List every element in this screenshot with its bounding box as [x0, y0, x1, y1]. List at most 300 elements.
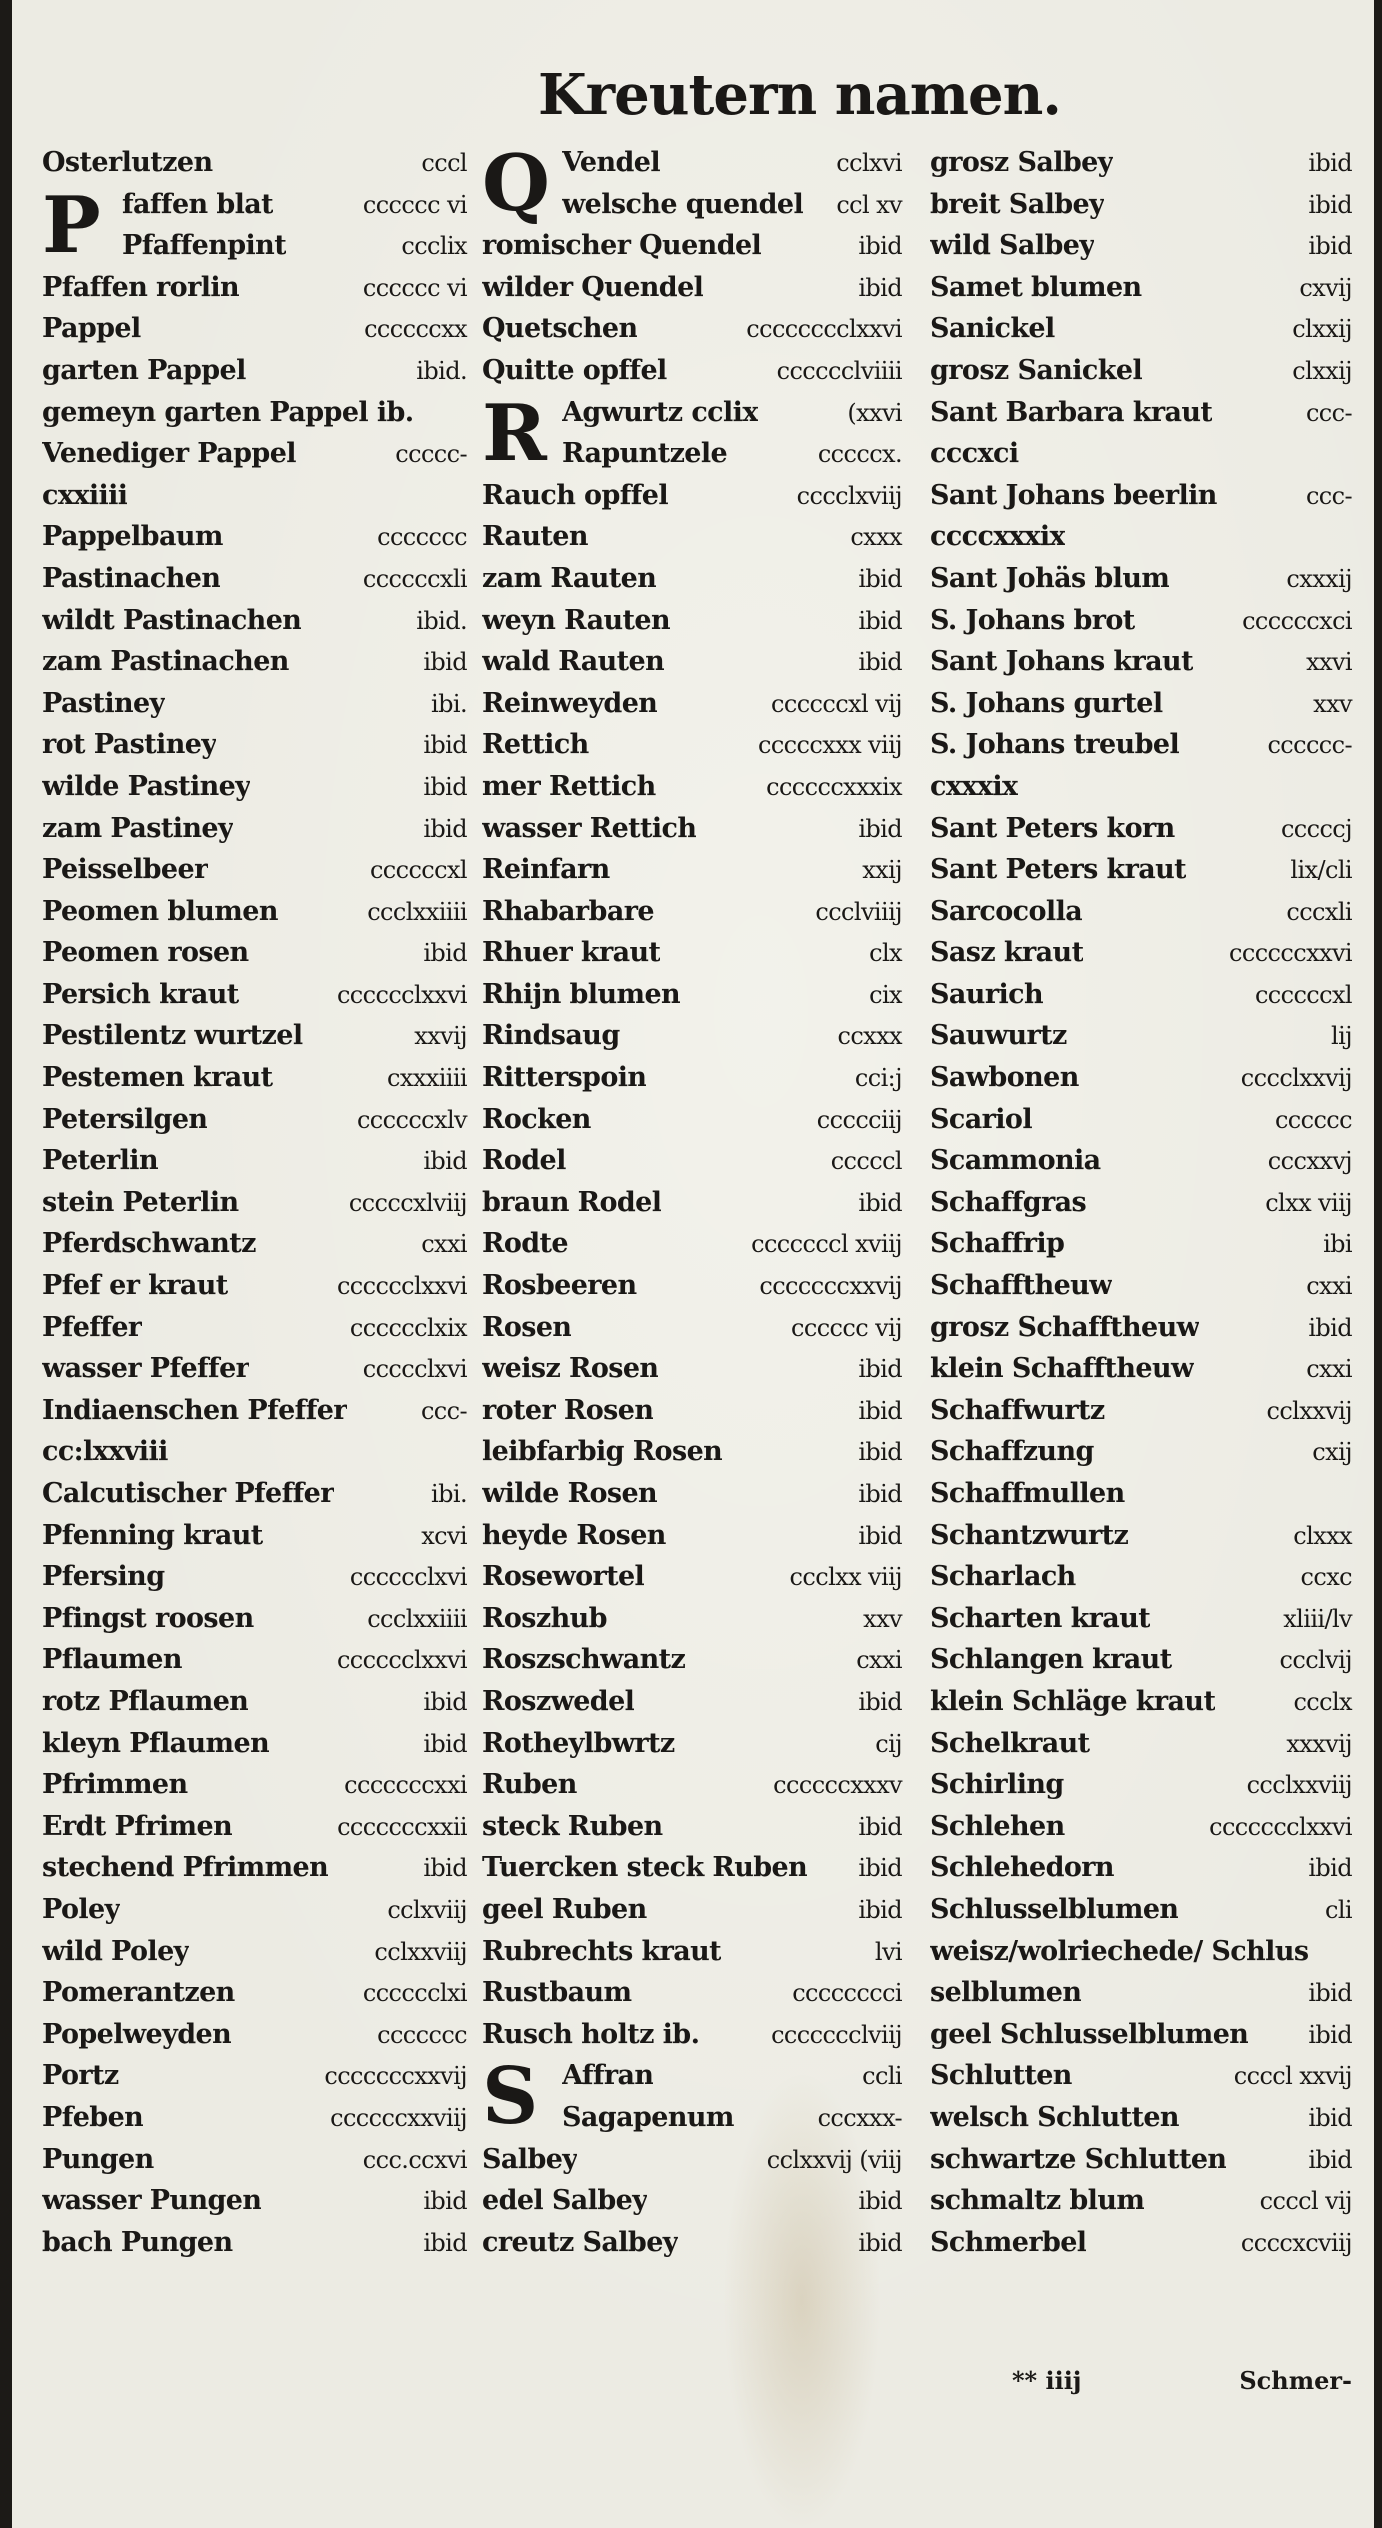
drop-cap: S: [482, 2051, 539, 2143]
entry-term: Tuercken steck Ruben: [482, 1852, 808, 1884]
index-entry: [930, 267, 1352, 309]
entry-folio: cccccccci: [792, 1979, 902, 2008]
entry-folio: ccxc: [1300, 1563, 1352, 1592]
index-entry: [42, 1265, 467, 1307]
entry-term: Rhuer kraut: [482, 937, 661, 969]
index-entry: [930, 2139, 1352, 2181]
index-entry: [42, 724, 467, 766]
entry-folio: cccccclxxvi: [336, 1646, 467, 1675]
index-entry: [122, 184, 467, 226]
entry-term: Schlehen: [930, 1810, 1065, 1842]
index-entry: [42, 433, 467, 475]
entry-term: Schaffmullen: [930, 1478, 1125, 1509]
entry-folio: ibid: [858, 1895, 902, 1924]
entry-folio: cccccccl xviij: [751, 1230, 902, 1259]
entry-term: edel Salbey: [482, 2185, 648, 2217]
entry-term: Schlutten: [930, 2060, 1072, 2092]
entry-term: Rodel: [482, 1145, 566, 1177]
initial-group: [482, 2051, 902, 2143]
entry-term: Scharten kraut: [930, 1602, 1151, 1634]
entry-folio: ccccccxlv: [356, 1105, 467, 1134]
index-entry: [42, 2097, 467, 2139]
index-entry: [42, 1307, 467, 1349]
entry-term: faffen blat: [122, 188, 274, 220]
entry-folio: cccccc vi: [362, 190, 467, 219]
index-entry: [482, 1223, 902, 1265]
entry-term: Rhabarbare: [482, 895, 654, 927]
entry-folio: cccccclxi: [362, 1979, 467, 2008]
entry-term: wilder Quendel: [482, 271, 704, 303]
index-entry: [42, 142, 467, 184]
entry-folio: ccccccc: [377, 2020, 467, 2049]
entry-term: Rosewortel: [482, 1561, 645, 1593]
entry-folio: ibid: [858, 648, 902, 677]
entry-folio: cccccclxix: [349, 1313, 467, 1342]
index-entry: [42, 2055, 467, 2097]
entry-term: Samet blumen: [930, 271, 1142, 303]
entry-folio: ibid: [858, 1687, 902, 1716]
entry-term: Pestemen kraut: [42, 1062, 273, 1094]
entry-term: Pfenning kraut: [42, 1519, 263, 1551]
entry-folio: ibid: [858, 814, 902, 843]
entry-term: S. Johans gurtel: [930, 687, 1163, 719]
entry-folio: cij: [875, 1729, 902, 1758]
entry-folio: cccccc-: [1267, 731, 1352, 760]
entry-term: schmaltz blum: [930, 2185, 1145, 2217]
entry-folio: cccccx.: [817, 440, 902, 469]
index-entry: [562, 392, 902, 434]
index-entry: [482, 308, 902, 350]
index-entry: [42, 641, 467, 683]
index-entry: [482, 516, 902, 558]
entry-term: Roszhub: [482, 1602, 607, 1634]
index-entry: [482, 891, 902, 933]
index-entry: [42, 2180, 467, 2222]
index-entry: [930, 308, 1352, 350]
drop-cap: P: [42, 179, 101, 271]
entry-term: wilde Rosen: [482, 1478, 658, 1509]
entry-folio: ibid.: [416, 606, 467, 635]
entry-folio: ibid: [423, 1729, 467, 1758]
entry-term: Quitte opffel: [482, 354, 667, 386]
index-entry: [930, 1681, 1352, 1723]
entry-term: Schmerbel: [930, 2226, 1087, 2258]
entry-term: mer Rettich: [482, 770, 656, 802]
entry-folio: ibid: [858, 1812, 902, 1841]
entry-term: wild Poley: [42, 1935, 189, 1967]
entry-term: Saurich: [930, 978, 1043, 1010]
index-entry: [930, 1307, 1352, 1349]
entry-folio: ibid: [423, 939, 467, 968]
entry-term: Sawbonen: [930, 1062, 1079, 1094]
index-entry: [482, 1847, 902, 1889]
entry-term: cxxxix: [930, 770, 1018, 802]
entry-folio: cclxxviij: [374, 1937, 467, 1966]
entry-folio: ibid: [858, 273, 902, 302]
entry-folio: cccccccxxvij: [759, 1272, 902, 1301]
entry-folio: ibid: [423, 648, 467, 677]
entry-term: welsche quendel: [562, 188, 804, 220]
entry-folio: ibid: [858, 232, 902, 261]
entry-folio: cccxxvj: [1267, 1147, 1352, 1176]
index-entry: [930, 2014, 1352, 2056]
entry-folio: ibid: [858, 606, 902, 635]
entry-term: selblumen: [930, 1977, 1082, 2009]
entry-term: Rapuntzele: [562, 438, 728, 470]
entry-folio: (xxvi: [847, 398, 902, 427]
entry-folio: cccclxviij: [796, 481, 902, 510]
entry-folio: ibi.: [431, 689, 467, 718]
entry-term: Pfaffen rorlin: [42, 271, 240, 303]
index-entry: [930, 1473, 1352, 1515]
entry-folio: cccccclxvi: [349, 1563, 467, 1592]
entry-folio: ccc-: [420, 1396, 467, 1425]
entry-folio: ibid: [858, 1438, 902, 1467]
index-entry: [482, 808, 902, 850]
entry-term: Rubrechts kraut: [482, 1935, 722, 1967]
entry-folio: cxxi: [421, 1230, 467, 1259]
entry-folio: ccccxcviij: [1240, 2228, 1352, 2257]
index-column-3: [930, 142, 1352, 2263]
entry-folio: xxvi: [1306, 648, 1352, 677]
entry-term: Scharlach: [930, 1561, 1076, 1593]
entry-folio: ibid: [423, 731, 467, 760]
index-entry: [482, 2180, 902, 2222]
entry-term: geel Schlusselblumen: [930, 2018, 1249, 2050]
entry-term: stein Peterlin: [42, 1186, 239, 1218]
index-entry: [42, 1015, 467, 1057]
entry-term: rot Pastiney: [42, 729, 217, 761]
index-entry: [42, 1847, 467, 1889]
entry-term: Peterlin: [42, 1145, 158, 1177]
entry-term: Reinfarn: [482, 854, 610, 886]
index-entry: [42, 932, 467, 974]
index-entry: [930, 849, 1352, 891]
index-entry: [930, 558, 1352, 600]
page-footer: [1012, 2366, 1352, 2408]
entry-term: Pastiney: [42, 687, 165, 719]
index-entry: [42, 1057, 467, 1099]
entry-term: Portz: [42, 2060, 119, 2092]
index-entry: [482, 1015, 902, 1057]
index-entry: [482, 558, 902, 600]
entry-folio: ccccccxci: [1242, 606, 1352, 635]
entry-term: Sasz kraut: [930, 937, 1084, 969]
entry-folio: ibid: [1308, 2020, 1352, 2049]
entry-folio: clxxij: [1292, 315, 1352, 344]
index-entry: [42, 1515, 467, 1557]
entry-term: rotz Pflaumen: [42, 1685, 249, 1717]
entry-term: geel Ruben: [482, 1893, 647, 1925]
entry-term: Peomen rosen: [42, 937, 249, 969]
entry-term: Sarcocolla: [930, 895, 1083, 927]
entry-folio: ibid: [858, 1355, 902, 1384]
entry-term: Schirling: [930, 1769, 1064, 1801]
index-entry: [42, 1723, 467, 1765]
index-entry: [482, 724, 902, 766]
index-entry: [930, 433, 1352, 475]
entry-term: Rindsaug: [482, 1020, 620, 1052]
entry-folio: ccclvij: [1279, 1646, 1352, 1675]
entry-term: Schlusselblumen: [930, 1893, 1179, 1925]
index-entry: [482, 641, 902, 683]
entry-term: Calcutischer Pfeffer: [42, 1478, 334, 1509]
entry-folio: clxx viij: [1265, 1188, 1352, 1217]
entry-folio: xxvij: [414, 1022, 467, 1051]
index-entry: [482, 1140, 902, 1182]
entry-term: Sant Johans beerlin: [930, 479, 1217, 511]
index-entry: [42, 1348, 467, 1390]
index-entry: [930, 392, 1352, 434]
index-entry: [482, 1931, 902, 1973]
index-entry: [42, 891, 467, 933]
entry-term: steck Ruben: [482, 1810, 663, 1842]
entry-term: S. Johans brot: [930, 604, 1135, 636]
page-title: Kreutern namen.: [538, 62, 1061, 128]
index-entry: [42, 1681, 467, 1723]
entry-term: grosz Schafftheuw: [930, 1311, 1200, 1343]
entry-folio: xxxvij: [1286, 1729, 1352, 1758]
entry-term: Pferdschwantz: [42, 1228, 256, 1260]
entry-folio: ccccccxx: [364, 315, 467, 344]
index-entry: [482, 2222, 902, 2264]
index-entry: [42, 974, 467, 1016]
index-entry: [482, 475, 902, 517]
index-entry: [930, 2055, 1352, 2097]
entry-term: grosz Salbey: [930, 147, 1113, 178]
entry-term: Rustbaum: [482, 1977, 632, 2009]
index-entry: [482, 1723, 902, 1765]
entry-term: Pfeben: [42, 2101, 144, 2133]
entry-term: wasser Pfeffer: [42, 1353, 250, 1385]
initial-group: [42, 179, 467, 271]
entry-term: Salbey: [482, 2143, 578, 2175]
entry-term: stechend Pfrimmen: [42, 1852, 329, 1884]
entry-folio: xliii/lv: [1283, 1604, 1352, 1633]
index-entry: [482, 1390, 902, 1432]
entry-folio: ibid: [858, 1396, 902, 1425]
index-entry: [482, 1431, 902, 1473]
index-entry: [482, 766, 902, 808]
index-entry: [42, 475, 467, 517]
entry-folio: cccccccxxii: [337, 1812, 467, 1841]
entry-term: wasser Pungen: [42, 2185, 262, 2217]
index-entry: [930, 1723, 1352, 1765]
entry-folio: ccc.ccxvi: [362, 2145, 467, 2174]
entry-term: Sant Peters kraut: [930, 854, 1187, 886]
entry-term: weisz Rosen: [482, 1353, 659, 1385]
entry-folio: ibid: [1308, 190, 1352, 219]
index-entry: [482, 1348, 902, 1390]
entry-term: Ruben: [482, 1769, 577, 1801]
entry-term: Pfingst roosen: [42, 1602, 254, 1634]
index-entry: [930, 600, 1352, 642]
entry-folio: cccccclviiii: [776, 356, 902, 385]
entry-folio: cxvij: [1299, 273, 1352, 302]
entry-term: wild Salbey: [930, 230, 1095, 262]
entry-term: Rauten: [482, 521, 588, 553]
entry-folio: ibid: [1308, 2145, 1352, 2174]
entry-term: Rodte: [482, 1228, 568, 1260]
entry-folio: clx: [869, 939, 902, 968]
entry-folio: cccclxxvij: [1240, 1064, 1352, 1093]
entry-term: Venediger Pappel: [42, 438, 296, 470]
entry-folio: cclxvi: [836, 149, 902, 177]
drop-cap: R: [482, 387, 547, 479]
index-entry: [562, 184, 902, 226]
entry-term: zam Pastinachen: [42, 646, 289, 678]
entry-term: Reinweyden: [482, 687, 658, 719]
entry-term: Sagapenum: [562, 2101, 734, 2133]
entry-term: Poley: [42, 1893, 120, 1925]
entry-folio: cccl: [421, 149, 467, 177]
entry-term: weyn Rauten: [482, 604, 671, 636]
entry-folio: cxxxiiii: [387, 1064, 467, 1093]
index-entry: [930, 1847, 1352, 1889]
entry-folio: lix/cli: [1290, 856, 1352, 885]
index-entry: [482, 2139, 902, 2181]
entry-folio: cccccccclxxvi: [746, 315, 902, 344]
entry-folio: cxij: [1312, 1438, 1352, 1467]
entry-term: braun Rodel: [482, 1186, 662, 1218]
entry-term: Indiaenschen Pfeffer: [42, 1394, 347, 1426]
entry-term: Agwurtz cclix: [562, 396, 758, 428]
entry-term: Scariol: [930, 1103, 1032, 1135]
entry-folio: ibid: [423, 2187, 467, 2216]
entry-folio: ibid: [423, 1147, 467, 1176]
index-entry: [562, 2055, 902, 2097]
entry-folio: cclxxvij (viij: [766, 2145, 902, 2174]
entry-term: Rosbeeren: [482, 1270, 637, 1302]
index-entry: [482, 1806, 902, 1848]
index-entry: [42, 2014, 467, 2056]
index-entry: [930, 350, 1352, 392]
entry-term: Erdt Pfrimen: [42, 1810, 233, 1842]
entry-folio: ibid: [1308, 1313, 1352, 1342]
entry-term: gemeyn garten Pappel ib.: [42, 396, 414, 428]
entry-folio: ccclxxviij: [1246, 1771, 1352, 1800]
index-entry: [42, 1182, 467, 1224]
entry-folio: cccccc: [1274, 1105, 1352, 1134]
index-entry: [930, 1140, 1352, 1182]
entry-folio: ibid.: [416, 356, 467, 385]
entry-term: Pastinachen: [42, 562, 221, 594]
index-entry: [482, 1972, 902, 2014]
entry-term: Schantzwurtz: [930, 1519, 1129, 1551]
index-entry: [42, 1889, 467, 1931]
index-entry: [42, 392, 467, 434]
entry-term: Sauwurtz: [930, 1020, 1067, 1052]
entry-term: Roszschwantz: [482, 1644, 686, 1676]
entry-folio: lvi: [874, 1937, 902, 1966]
entry-term: breit Salbey: [930, 188, 1105, 220]
index-entry: [482, 600, 902, 642]
entry-folio: xxv: [863, 1604, 902, 1633]
index-entry: [482, 1889, 902, 1931]
index-entry: [482, 267, 902, 309]
index-entry: [930, 1390, 1352, 1432]
index-entry: [930, 1764, 1352, 1806]
entry-term: Pestilentz wurtzel: [42, 1020, 303, 1052]
index-entry: [482, 849, 902, 891]
index-entry: [42, 1556, 467, 1598]
entry-folio: cccccj: [1280, 814, 1352, 843]
index-entry: [42, 766, 467, 808]
entry-folio: ccccccxli: [362, 564, 467, 593]
entry-term: Rauch opffel: [482, 479, 669, 511]
index-entry: [930, 2097, 1352, 2139]
entry-folio: cxxi: [1306, 1272, 1352, 1301]
index-entry: [930, 225, 1352, 267]
index-entry: [42, 350, 467, 392]
index-entry: [562, 433, 902, 475]
index-entry: [42, 2222, 467, 2264]
entry-term: Peisselbeer: [42, 854, 208, 886]
entry-folio: ibid: [858, 2228, 902, 2257]
entry-folio: cccccccxxvij: [324, 2062, 467, 2091]
entry-term: welsch Schlutten: [930, 2101, 1179, 2133]
entry-folio: ibid: [1308, 1854, 1352, 1883]
entry-term: Pflaumen: [42, 1644, 182, 1676]
entry-folio: cccccclxxvi: [336, 1272, 467, 1301]
entry-folio: cccccl: [830, 1147, 902, 1176]
entry-term: ccccxxxix: [930, 521, 1066, 553]
entry-folio: cccccxlviij: [348, 1188, 467, 1217]
index-entry: [42, 1598, 467, 1640]
entry-folio: ibid: [1308, 1979, 1352, 2008]
entry-folio: ccccccxxxv: [773, 1771, 902, 1800]
entry-term: Rosen: [482, 1311, 572, 1343]
entry-term: kleyn Pflaumen: [42, 1727, 270, 1759]
entry-folio: ibid: [858, 1854, 902, 1883]
index-entry: [930, 1431, 1352, 1473]
index-entry: [930, 1639, 1352, 1681]
index-entry: [562, 2097, 902, 2139]
entry-folio: ccclviiij: [815, 897, 902, 926]
entry-term: Pomerantzen: [42, 1977, 235, 2009]
index-entry: [930, 641, 1352, 683]
entry-folio: ibid: [423, 1687, 467, 1716]
index-entry: [42, 1639, 467, 1681]
entry-folio: ibi.: [431, 1480, 467, 1508]
entry-term: Persich kraut: [42, 978, 239, 1010]
entry-folio: xxij: [862, 856, 902, 885]
entry-folio: lij: [1331, 1022, 1352, 1051]
entry-term: grosz Sanickel: [930, 354, 1143, 386]
index-entry: [930, 1889, 1352, 1931]
index-entry: [930, 1598, 1352, 1640]
entry-folio: cccccccxxi: [344, 1771, 467, 1800]
entry-term: Pfef er kraut: [42, 1270, 228, 1302]
index-entry: [930, 2180, 1352, 2222]
entry-folio: ibid: [423, 2228, 467, 2257]
entry-term: Osterlutzen: [42, 147, 213, 178]
index-entry: [482, 1265, 902, 1307]
entry-folio: ccclxx viij: [789, 1563, 902, 1592]
entry-folio: ibid: [423, 772, 467, 801]
entry-folio: ccxxx: [837, 1022, 902, 1051]
entry-term: Sant Barbara kraut: [930, 396, 1213, 428]
entry-term: romischer Quendel: [482, 230, 762, 262]
entry-term: klein Schafftheuw: [930, 1353, 1194, 1385]
index-entry: [42, 1931, 467, 1973]
entry-folio: xxv: [1313, 689, 1352, 718]
entry-term: zam Pastiney: [42, 812, 234, 844]
entry-folio: ccccccxxviij: [330, 2103, 467, 2132]
entry-term: Rotheylbwrtz: [482, 1727, 675, 1759]
initial-group: [482, 387, 902, 479]
entry-folio: cccccc vij: [791, 1313, 902, 1342]
